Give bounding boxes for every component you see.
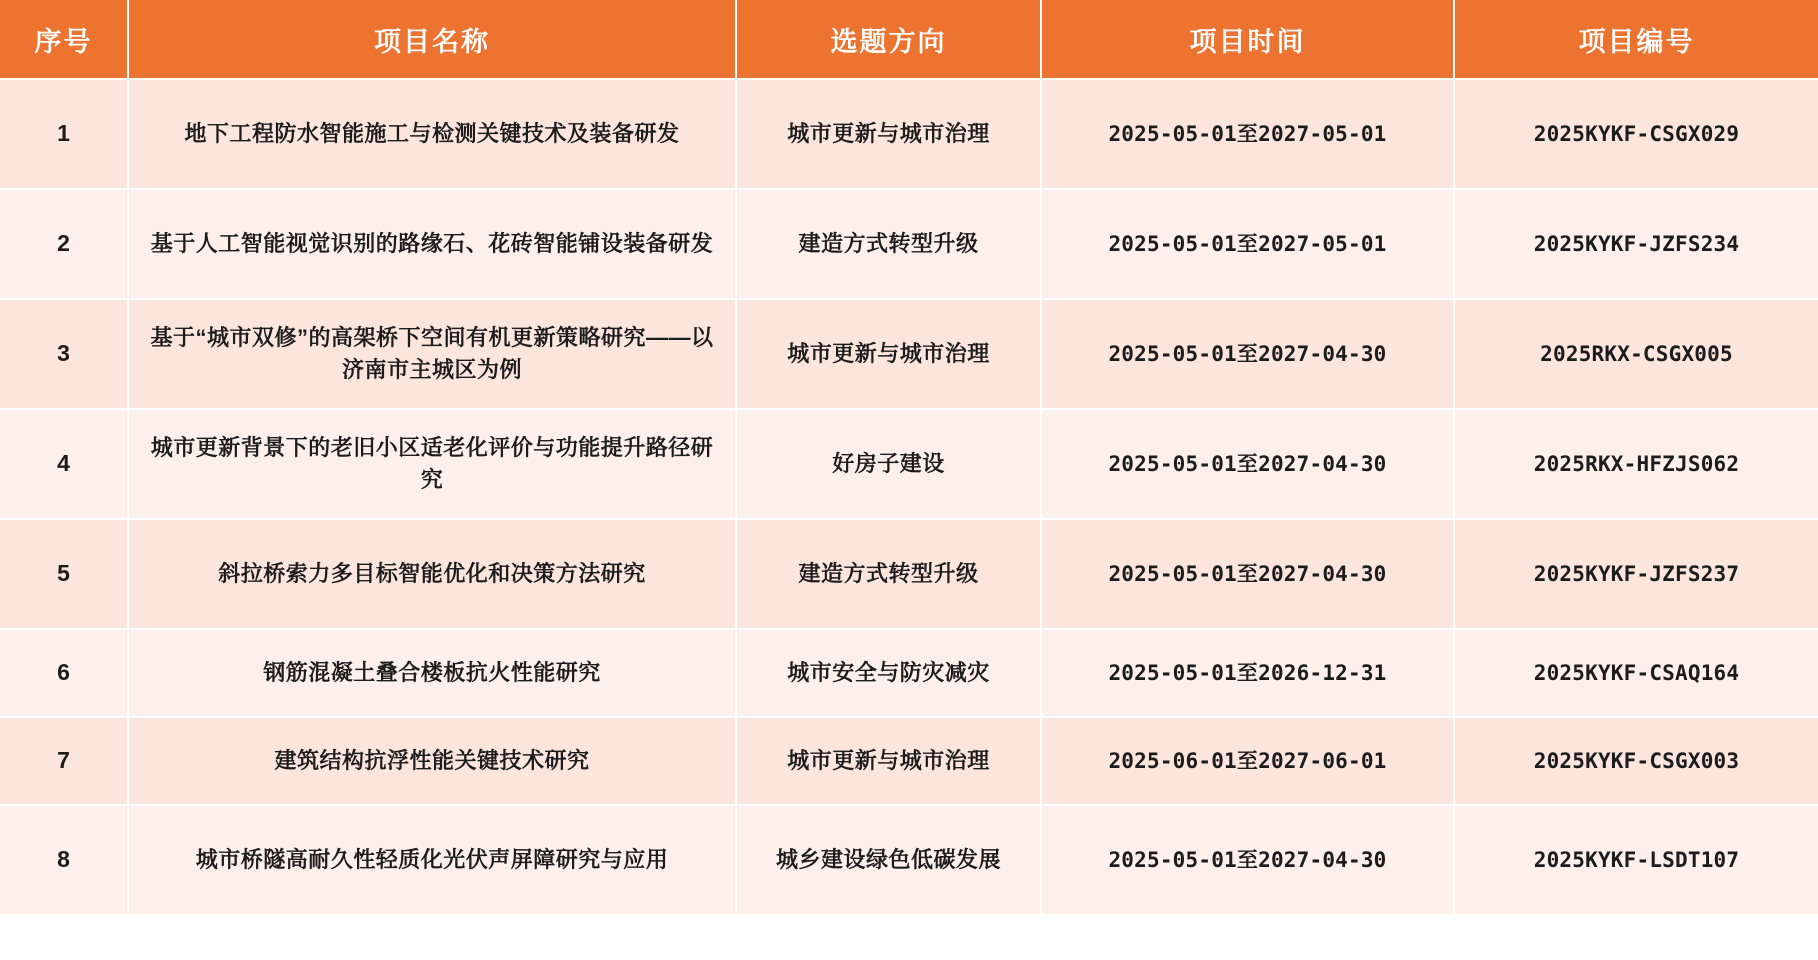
- cell-project-code: 2025RKX-CSGX005: [1454, 299, 1818, 409]
- cell-project-name: 斜拉桥索力多目标智能优化和决策方法研究: [128, 519, 736, 629]
- cell-seq: 5: [0, 519, 128, 629]
- table-row: [0, 519, 1818, 629]
- column-header-project-name: 项目名称: [128, 0, 736, 79]
- cell-project-time: 2025-05-01至2027-04-30: [1041, 805, 1454, 915]
- column-header-project-time: 项目时间: [1041, 0, 1454, 79]
- cell-project-name: 建筑结构抗浮性能关键技术研究: [128, 717, 736, 805]
- cell-project-time: 2025-06-01至2027-06-01: [1041, 717, 1454, 805]
- table-body: [0, 79, 1818, 915]
- table-header: [0, 0, 1818, 79]
- table-row: [0, 79, 1818, 189]
- cell-project-name: 基于“城市双修”的高架桥下空间有机更新策略研究——以济南市主城区为例: [128, 299, 736, 409]
- cell-seq: 3: [0, 299, 128, 409]
- cell-project-name: 地下工程防水智能施工与检测关键技术及装备研发: [128, 79, 736, 189]
- cell-project-code: 2025KYKF-CSGX029: [1454, 79, 1818, 189]
- cell-project-time: 2025-05-01至2027-04-30: [1041, 409, 1454, 519]
- table-row: [0, 189, 1818, 299]
- cell-project-name: 基于人工智能视觉识别的路缘石、花砖智能铺设装备研发: [128, 189, 736, 299]
- cell-project-code: 2025KYKF-JZFS237: [1454, 519, 1818, 629]
- column-header-topic-direction: 选题方向: [736, 0, 1041, 79]
- cell-topic-direction: 城市更新与城市治理: [736, 79, 1041, 189]
- cell-topic-direction: 城乡建设绿色低碳发展: [736, 805, 1041, 915]
- cell-project-time: 2025-05-01至2027-04-30: [1041, 519, 1454, 629]
- table-header-row: [0, 0, 1818, 79]
- cell-topic-direction: 好房子建设: [736, 409, 1041, 519]
- cell-project-code: 2025RKX-HFZJS062: [1454, 409, 1818, 519]
- table-row: [0, 805, 1818, 915]
- cell-seq: 6: [0, 629, 128, 717]
- cell-project-code: 2025KYKF-JZFS234: [1454, 189, 1818, 299]
- cell-seq: 4: [0, 409, 128, 519]
- cell-topic-direction: 城市更新与城市治理: [736, 717, 1041, 805]
- cell-project-name: 钢筋混凝土叠合楼板抗火性能研究: [128, 629, 736, 717]
- cell-project-time: 2025-05-01至2027-04-30: [1041, 299, 1454, 409]
- table-row: [0, 629, 1818, 717]
- cell-seq: 7: [0, 717, 128, 805]
- column-header-seq: 序号: [0, 0, 128, 79]
- cell-topic-direction: 城市安全与防灾减灾: [736, 629, 1041, 717]
- cell-seq: 8: [0, 805, 128, 915]
- cell-topic-direction: 建造方式转型升级: [736, 189, 1041, 299]
- cell-project-name: 城市更新背景下的老旧小区适老化评价与功能提升路径研究: [128, 409, 736, 519]
- cell-seq: 2: [0, 189, 128, 299]
- cell-project-code: 2025KYKF-CSAQ164: [1454, 629, 1818, 717]
- cell-project-time: 2025-05-01至2027-05-01: [1041, 79, 1454, 189]
- table-row: [0, 299, 1818, 409]
- cell-project-code: 2025KYKF-CSGX003: [1454, 717, 1818, 805]
- column-header-project-code: 项目编号: [1454, 0, 1818, 79]
- table-row: [0, 717, 1818, 805]
- cell-project-name: 城市桥隧高耐久性轻质化光伏声屏障研究与应用: [128, 805, 736, 915]
- cell-seq: 1: [0, 79, 128, 189]
- table-row: [0, 409, 1818, 519]
- cell-topic-direction: 建造方式转型升级: [736, 519, 1041, 629]
- cell-project-time: 2025-05-01至2026-12-31: [1041, 629, 1454, 717]
- cell-project-time: 2025-05-01至2027-05-01: [1041, 189, 1454, 299]
- cell-topic-direction: 城市更新与城市治理: [736, 299, 1041, 409]
- cell-project-code: 2025KYKF-LSDT107: [1454, 805, 1818, 915]
